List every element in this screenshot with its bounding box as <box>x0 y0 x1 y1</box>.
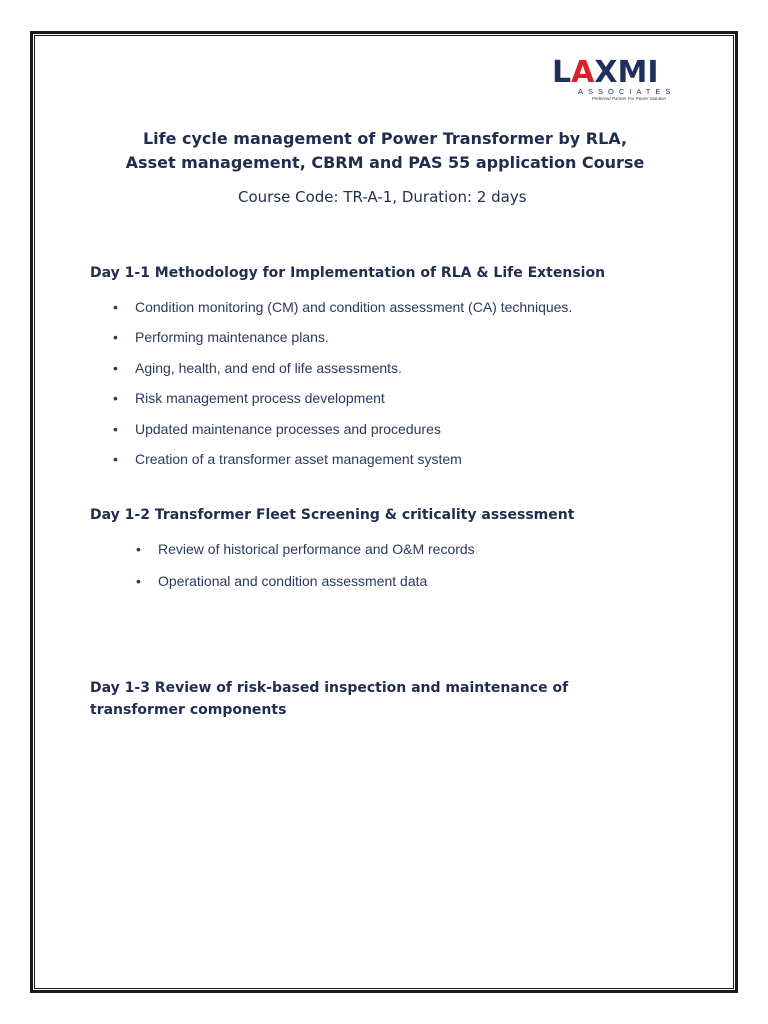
bullet-icon: • <box>136 541 141 557</box>
logo-subtext: ASSOCIATES <box>578 87 676 96</box>
list-item-text: Creation of a transformer asset management system <box>135 450 462 467</box>
section-heading-day-1-3-line1: Day 1-3 Review of risk-based inspection and maintenance of <box>90 680 569 696</box>
list-item <box>113 390 572 420</box>
section-heading-day-1-2: Day 1-2 Transformer Fleet Screening & criticality assessment <box>90 507 575 523</box>
course-title-line1: Life cycle management of Power Transformer by RLA, <box>142 129 628 148</box>
logo-letter-accent: A <box>571 55 595 90</box>
list-item-text: Risk management process development <box>135 390 385 407</box>
bullet-icon: • <box>113 420 118 437</box>
list-item-text: Performing maintenance plans. <box>135 329 329 346</box>
section-list-day-1-1 <box>113 299 573 481</box>
bullet-icon: • <box>113 359 118 376</box>
list-item <box>113 299 573 329</box>
section-heading-day-1-3-line2: transformer components <box>90 702 287 718</box>
bullet-icon: • <box>113 329 118 346</box>
list-item-text: Operational and condition assessment data <box>158 573 428 589</box>
logo-letter-suffix: XMI <box>594 55 659 90</box>
logo-tagline: Preferred Partner For Power Solution <box>591 96 666 101</box>
list-item-text: Aging, health, and end of life assessments. <box>135 359 402 376</box>
course-code-duration: Course Code: TR-A-1, Duration: 2 days <box>238 188 527 206</box>
list-item-text: Condition monitoring (CM) and condition assessment (CA) techniques. <box>135 299 573 315</box>
bullet-icon: • <box>113 390 118 407</box>
bullet-icon: • <box>113 450 118 467</box>
section-heading-day-1-1: Day 1-1 Methodology for Implementation of RLA & Life Extension <box>90 265 606 281</box>
list-item <box>113 359 572 390</box>
course-title <box>90 127 680 175</box>
list-item <box>113 450 572 481</box>
company-logo <box>550 55 676 104</box>
list-item <box>113 420 572 451</box>
list-item-text: Updated maintenance processes and procedures <box>135 420 441 437</box>
bullet-icon: • <box>113 299 118 315</box>
bullet-icon: • <box>136 573 141 589</box>
section-list-day-1-2 <box>136 541 475 605</box>
course-title-line2: Asset management, CBRM and PAS 55 application Course <box>125 153 645 172</box>
logo-letter-prefix: L <box>552 55 572 90</box>
section-heading-day-1-3 <box>90 677 568 721</box>
list-item <box>136 541 475 573</box>
list-item-text: Review of historical performance and O&M records <box>158 541 475 557</box>
logo-wordmark <box>552 55 659 90</box>
list-item <box>136 573 475 605</box>
list-item <box>113 329 572 359</box>
